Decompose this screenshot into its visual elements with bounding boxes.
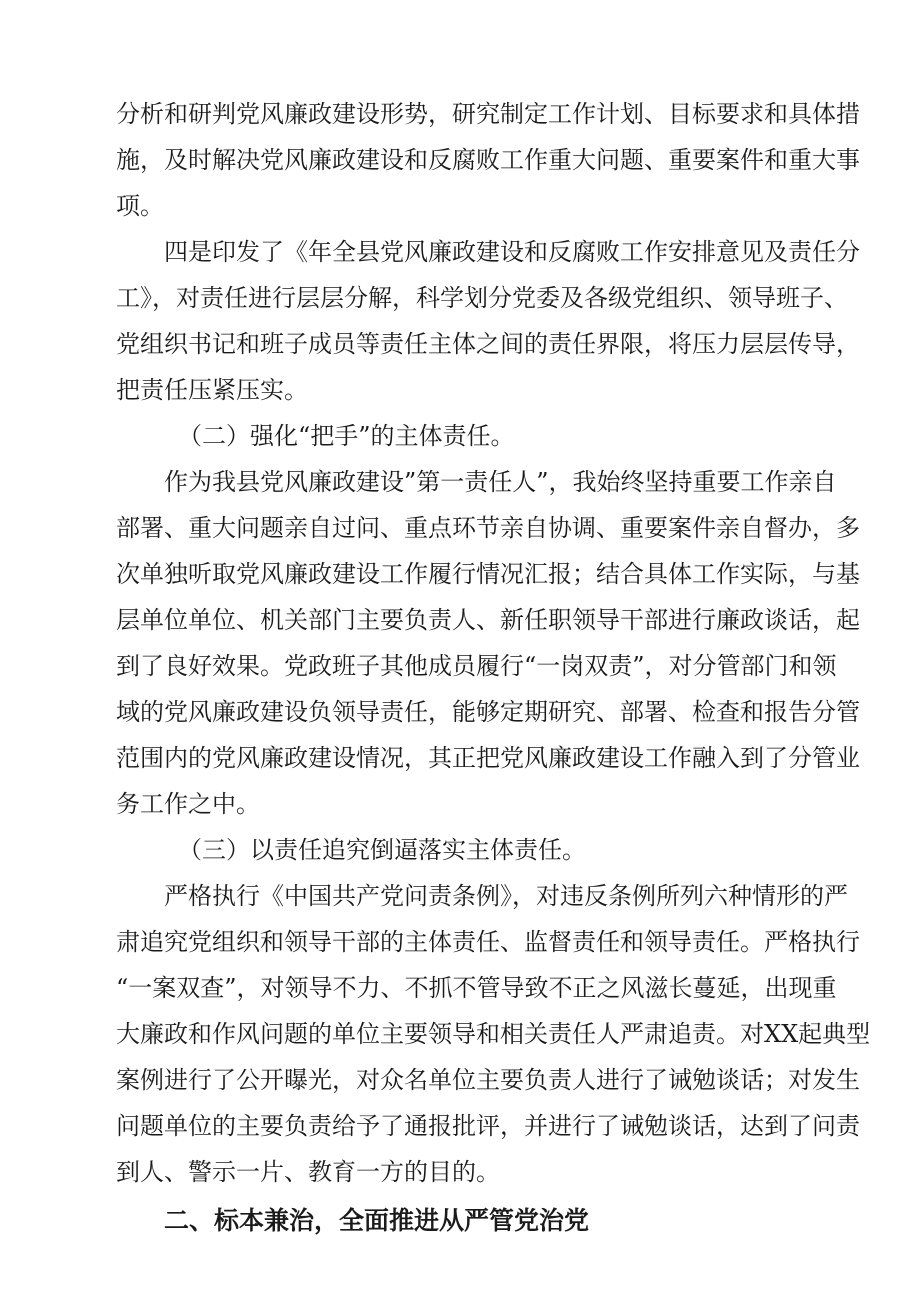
paragraph-line: 项。 [116, 192, 164, 220]
paragraph-line: 问题单位的主要负责给予了通报批评，并进行了诫勉谈话，达到了问责 [116, 1112, 860, 1140]
paragraph-line: 作为我县党风廉政建设”第一责任人”，我始终坚持重要工作亲自 [164, 468, 837, 496]
paragraph-line: 到人、警示一片、教育一方的目的。 [116, 1158, 500, 1186]
subsection-title: （三）以责任追究倒逼落实主体责任。 [178, 836, 586, 864]
paragraph-line: 域的党风廉政建设负领导责任，能够定期研究、部署、检查和报告分管 [116, 698, 860, 726]
paragraph-line: 大廉政和作风问题的单位主要领导和相关责任人严肃追责。对XX起典型 [116, 1020, 871, 1048]
paragraph-line: 施，及时解决党风廉政建设和反腐败工作重大问题、重要案件和重大事 [116, 146, 860, 174]
paragraph-line: 到了良好效果。党政班子其他成员履行“一岗双责”，对分管部门和领 [116, 652, 837, 680]
section-heading: 二、标本兼治，全面推进从严管党治党 [164, 1206, 590, 1235]
paragraph-line: 把责任压紧压实。 [116, 376, 308, 404]
paragraph-line: 范围内的党风廉政建设情况，其正把党风廉政建设工作融入到了分管业 [116, 744, 860, 772]
paragraph-line: 党组织书记和班子成员等责任主体之间的责任界限，将压力层层传导， [116, 330, 860, 358]
paragraph-line: 务工作之中。 [116, 790, 260, 818]
paragraph-line: 工》，对责任进行层层分解，科学划分党委及各级党组织、领导班子、 [116, 284, 848, 312]
paragraph-line: 次单独听取党风廉政建设工作履行情况汇报；结合具体工作实际，与基 [116, 560, 860, 588]
paragraph-line: 分析和研判党风廉政建设形势，研究制定工作计划、目标要求和具体措 [116, 100, 860, 128]
paragraph-line: 严格执行《中国共产党问责条例》，对违反条例所列六种情形的严 [164, 882, 848, 910]
subsection-title: （二）强化“把手”的主体责任。 [178, 422, 515, 450]
paragraph-line: 层单位单位、机关部门主要负责人、新任职领导干部进行廉政谈话，起 [116, 606, 860, 634]
paragraph-line: “一案双查”，对领导不力、不抓不管导致不正之风滋长蔓延，出现重 [116, 974, 837, 1002]
paragraph-line: 四是印发了《年全县党风廉政建设和反腐败工作安排意见及责任分 [164, 238, 860, 266]
paragraph-line: 肃追究党组织和领导干部的主体责任、监督责任和领导责任。严格执行 [116, 928, 860, 956]
paragraph-line: 部署、重大问题亲自过问、重点环节亲自协调、重要案件亲自督办，多 [116, 514, 860, 542]
paragraph-line: 案例进行了公开曝光，对众名单位主要负责人进行了诫勉谈话；对发生 [116, 1066, 860, 1094]
